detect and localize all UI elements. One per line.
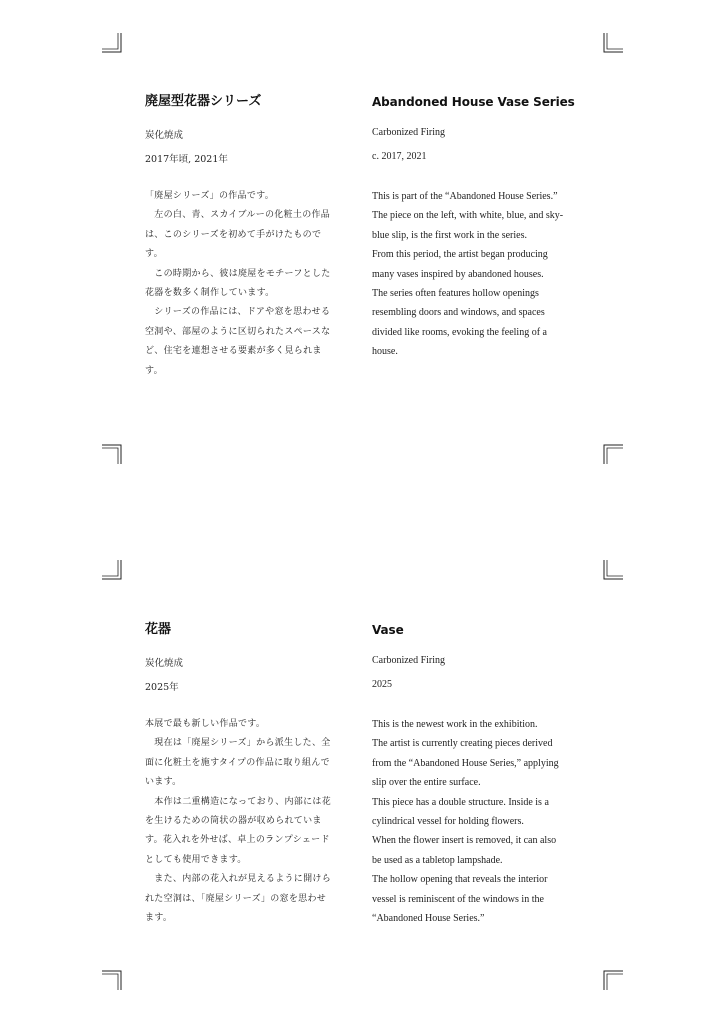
text-line: blue slip, is the first work in the series. (372, 229, 527, 241)
date-ja: 2017年頃, 2021年 (145, 154, 228, 165)
text-line: 面に化粧土を施すタイプの作品に取り組んで (145, 757, 330, 768)
text-line: この時期から、彼は廃屋をモチーフとした (145, 268, 331, 279)
text-line: From this period, the artist began producing (372, 249, 548, 261)
text-line: When the flower insert is removed, it can also (372, 835, 557, 847)
crop-mark-icon (599, 33, 623, 57)
text-line: ど、住宅を連想させる要素が多く見られま (145, 346, 322, 357)
title-en: Abandoned House Vase Series (372, 95, 575, 109)
title-ja: 廃屋型花器シリーズ (145, 94, 262, 109)
crop-mark-icon (599, 440, 623, 464)
text-line: This piece has a double structure. Inside is a (372, 796, 549, 808)
date-en: c. 2017, 2021 (372, 151, 427, 162)
japanese-column (145, 93, 355, 376)
label-card-abandoned-house-vase-series (0, 93, 724, 393)
description-en (372, 187, 587, 362)
title-ja: 花器 (145, 622, 172, 637)
date-en: 2025 (372, 679, 392, 690)
text-line: be used as a tabletop lampshade. (372, 854, 503, 866)
text-line: 本作は二重構造になっており、内部には花 (145, 796, 332, 807)
crop-mark-icon (599, 560, 623, 584)
date-ja: 2025年 (145, 682, 179, 693)
text-line: cylindrical vessel for holding flowers. (372, 815, 524, 827)
crop-mark-icon (102, 560, 126, 584)
text-line: シリーズの作品には、ドアや窓を思わせる (145, 307, 331, 318)
text-line: す。 (145, 249, 163, 260)
crop-mark-icon (102, 33, 126, 57)
material-ja: 炭化焼成 (145, 130, 184, 141)
text-line: from the “Abandoned House Series,” applying (372, 757, 559, 769)
text-line: resembling doors and windows, and spaces (372, 307, 545, 319)
text-line: す。 (145, 365, 163, 376)
text-line: The hollow opening that reveals the interior (372, 874, 548, 886)
text-line: 花器を数多く制作しています。 (145, 287, 275, 298)
english-column (372, 93, 582, 358)
crop-mark-icon (599, 966, 623, 990)
japanese-column (145, 621, 355, 923)
text-line: 空洞や、部屋のように区切られたスペースな (145, 326, 331, 337)
material-en: Carbonized Firing (372, 127, 446, 138)
text-line: The piece on the left, with white, blue, and sky- (372, 210, 564, 222)
description-ja (145, 715, 355, 928)
text-line: れた空洞は、「廃屋シリーズ」の窓を思わせ (145, 893, 327, 904)
text-line: ます。 (145, 912, 173, 923)
text-line: す。花入れを外せば、卓上のランプシェード (145, 835, 330, 846)
label-card-vase (0, 621, 724, 941)
english-column (372, 621, 582, 924)
text-line: います。 (145, 777, 182, 788)
text-line: The series often features hollow openings (372, 287, 539, 299)
text-line: slip over the entire surface. (372, 777, 481, 789)
text-line: vessel is reminiscent of the windows in the (372, 893, 544, 905)
text-line: This is part of the “Abandoned House Series.” (372, 191, 558, 202)
text-line: The artist is currently creating pieces derived (372, 738, 553, 750)
text-line: を生けるための筒状の器が収められていま (145, 815, 322, 826)
material-en: Carbonized Firing (372, 655, 446, 666)
text-line: は、このシリーズを初めて手がけたもので (145, 229, 322, 240)
text-line: This is the newest work in the exhibition. (372, 719, 538, 730)
text-line: 現在は「廃屋シリーズ」から派生した、全 (145, 738, 331, 749)
text-line: 左の白、青、スカイブルーの化粧土の作品 (145, 210, 331, 221)
text-line: また、内部の花入れが見えるように開けら (145, 874, 332, 885)
description-en (372, 715, 587, 928)
description-ja (145, 187, 355, 381)
crop-mark-icon (102, 966, 126, 990)
text-line: としても使用できます。 (145, 854, 247, 865)
text-line: divided like rooms, evoking the feeling of a (372, 326, 547, 338)
text-line: 本展で最も新しい作品です。 (145, 719, 266, 729)
text-line: “Abandoned House Series.” (372, 912, 485, 924)
material-ja: 炭化焼成 (145, 658, 184, 669)
crop-mark-icon (102, 440, 126, 464)
text-line: house. (372, 346, 398, 358)
text-line: many vases inspired by abandoned houses. (372, 268, 544, 280)
title-en: Vase (372, 623, 404, 637)
text-line: 「廃屋シリーズ」の作品です。 (145, 191, 275, 201)
